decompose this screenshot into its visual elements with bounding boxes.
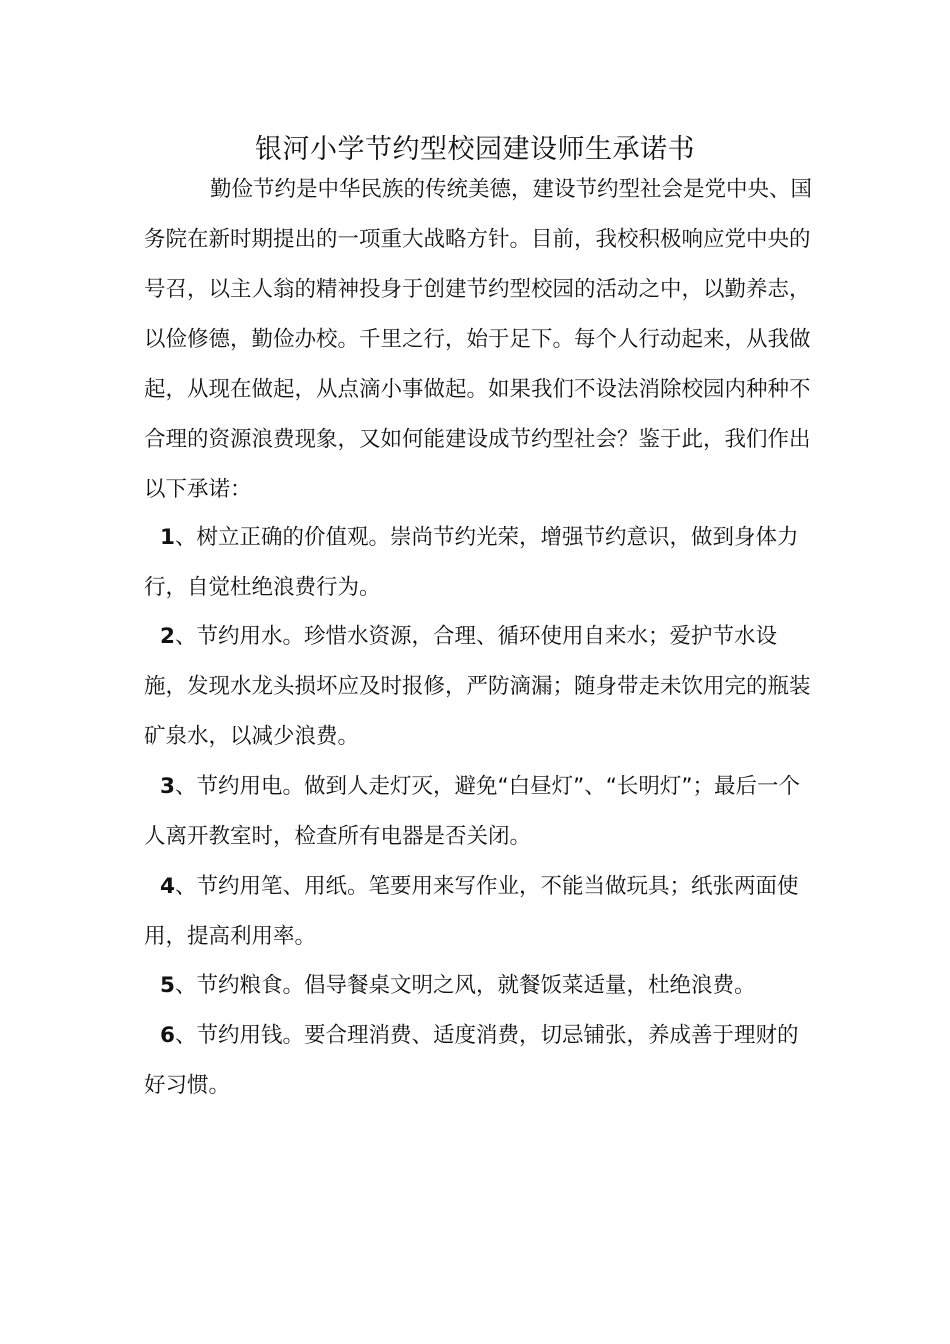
pledge-number: 1	[160, 525, 175, 550]
pledge-text: 、节约用电。做到人走灯灭，避免“白昼灯”、“长明灯”；最后一个人离开教室时，检查所有电器是否关闭。	[144, 774, 801, 849]
pledge-item	[144, 862, 812, 962]
pledge-text: 、节约用笔、用纸。笔要用来写作业，不能当做玩具；纸张两面使用，提高利用率。	[144, 874, 799, 949]
pledge-text: 、节约用水。珍惜水资源，合理、循环使用自来水；爱护节水设施，发现水龙头损坏应及时报修，严防滴漏；随身带走未饮用完的瓶装矿泉水，以减少浪费。	[144, 624, 811, 749]
pledge-text: 、树立正确的价值观。崇尚节约光荣，增强节约意识，做到身体力行，自觉杜绝浪费行为。	[144, 525, 799, 600]
pledge-item	[144, 612, 812, 762]
pledge-item	[144, 762, 812, 862]
pledge-number: 4	[160, 874, 175, 899]
pledge-number: 5	[160, 973, 175, 998]
pledge-text: 、节约粮食。倡导餐桌文明之风，就餐饭菜适量，杜绝浪费。	[174, 973, 756, 998]
pledge-item	[144, 513, 812, 613]
pledge-number: 3	[160, 774, 175, 799]
pledge-number: 6	[160, 1023, 175, 1048]
document-title: 银河小学节约型校园建设师生承诺书	[255, 134, 695, 166]
pledge-item	[144, 961, 812, 1011]
intro-paragraph: 勤俭节约是中华民族的传统美德，建设节约型社会是党中央、国务院在新时期提出的一项重大战略方针。目前，我校积极响应党中央的号召，以主人翁的精神投身于创建节约型校园的活动之中，以勤养志，以俭修德，勤俭办校。千里之行，始于足下。每个人行动起来，从我做起，从现在做起，从点滴小事做起。如果我们不设法消除校园内种种不合理的资源浪费现象，又如何能建设成节约型社会？鉴于此，我们作出以下承诺：	[144, 177, 813, 502]
pledge-number: 2	[160, 624, 175, 649]
pledge-text: 、节约用钱。要合理消费、适度消费，切忌铺张，养成善于理财的好习惯。	[144, 1023, 799, 1098]
pledge-item	[144, 1011, 812, 1111]
